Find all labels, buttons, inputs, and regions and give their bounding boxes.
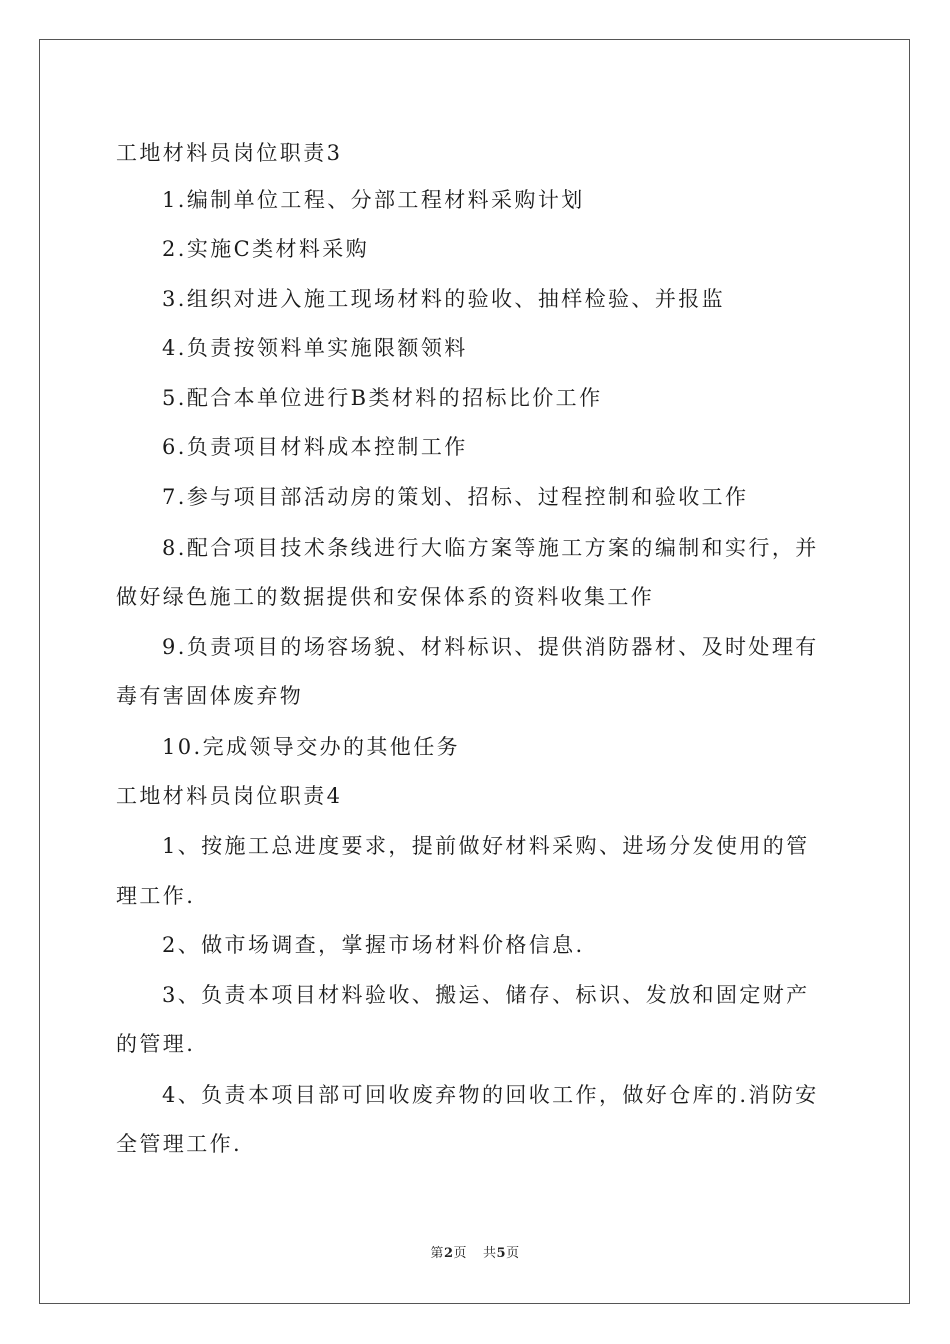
page-prefix: 第 bbox=[430, 1246, 444, 1261]
list-item: 3.组织对进入施工现场材料的验收、抽样检验、并报监 bbox=[162, 287, 726, 311]
section-heading: 工地材料员岗位职责3 bbox=[116, 141, 343, 165]
list-item: 7.参与项目部活动房的策划、招标、过程控制和验收工作 bbox=[162, 485, 749, 509]
page-footer bbox=[0, 1242, 950, 1261]
list-item: 2.实施C类材料采购 bbox=[162, 237, 370, 261]
page-suffix: 页 bbox=[453, 1246, 467, 1261]
page-number: 2 bbox=[443, 1246, 454, 1261]
total-prefix: 共 bbox=[483, 1246, 497, 1261]
list-item: 3、负责本项目材料验收、搬运、储存、标识、发放和固定财产 bbox=[162, 983, 810, 1007]
list-item: 6.负责项目材料成本控制工作 bbox=[162, 435, 468, 459]
list-item: 2、做市场调查，掌握市场材料价格信息. bbox=[162, 933, 585, 957]
list-item: 9.负责项目的场容场貌、材料标识、提供消防器材、及时处理有 bbox=[162, 635, 819, 659]
list-item: 1、按施工总进度要求，提前做好材料采购、进场分发使用的管 bbox=[162, 834, 810, 858]
list-item: 8.配合项目技术条线进行大临方案等施工方案的编制和实行，并 bbox=[162, 536, 819, 560]
list-item-continuation: 的管理. bbox=[116, 1032, 196, 1056]
total-suffix: 页 bbox=[506, 1246, 520, 1261]
list-item-continuation: 做好绿色施工的数据提供和安保体系的资料收集工作 bbox=[116, 585, 655, 609]
list-item: 1.编制单位工程、分部工程材料采购计划 bbox=[162, 188, 585, 212]
page-border bbox=[39, 39, 910, 1304]
list-item-continuation: 理工作. bbox=[116, 884, 196, 908]
list-item-continuation: 全管理工作. bbox=[116, 1132, 243, 1156]
list-item-continuation: 毒有害固体废弃物 bbox=[116, 684, 304, 708]
list-item: 5.配合本单位进行B类材料的招标比价工作 bbox=[162, 386, 603, 410]
list-item: 4.负责按领料单实施限额领料 bbox=[162, 336, 468, 360]
total-pages: 5 bbox=[496, 1246, 507, 1261]
section-heading: 工地材料员岗位职责4 bbox=[116, 784, 343, 808]
list-item: 4、负责本项目部可回收废弃物的回收工作，做好仓库的.消防安 bbox=[162, 1083, 819, 1107]
list-item: 10.完成领导交办的其他任务 bbox=[162, 735, 460, 759]
